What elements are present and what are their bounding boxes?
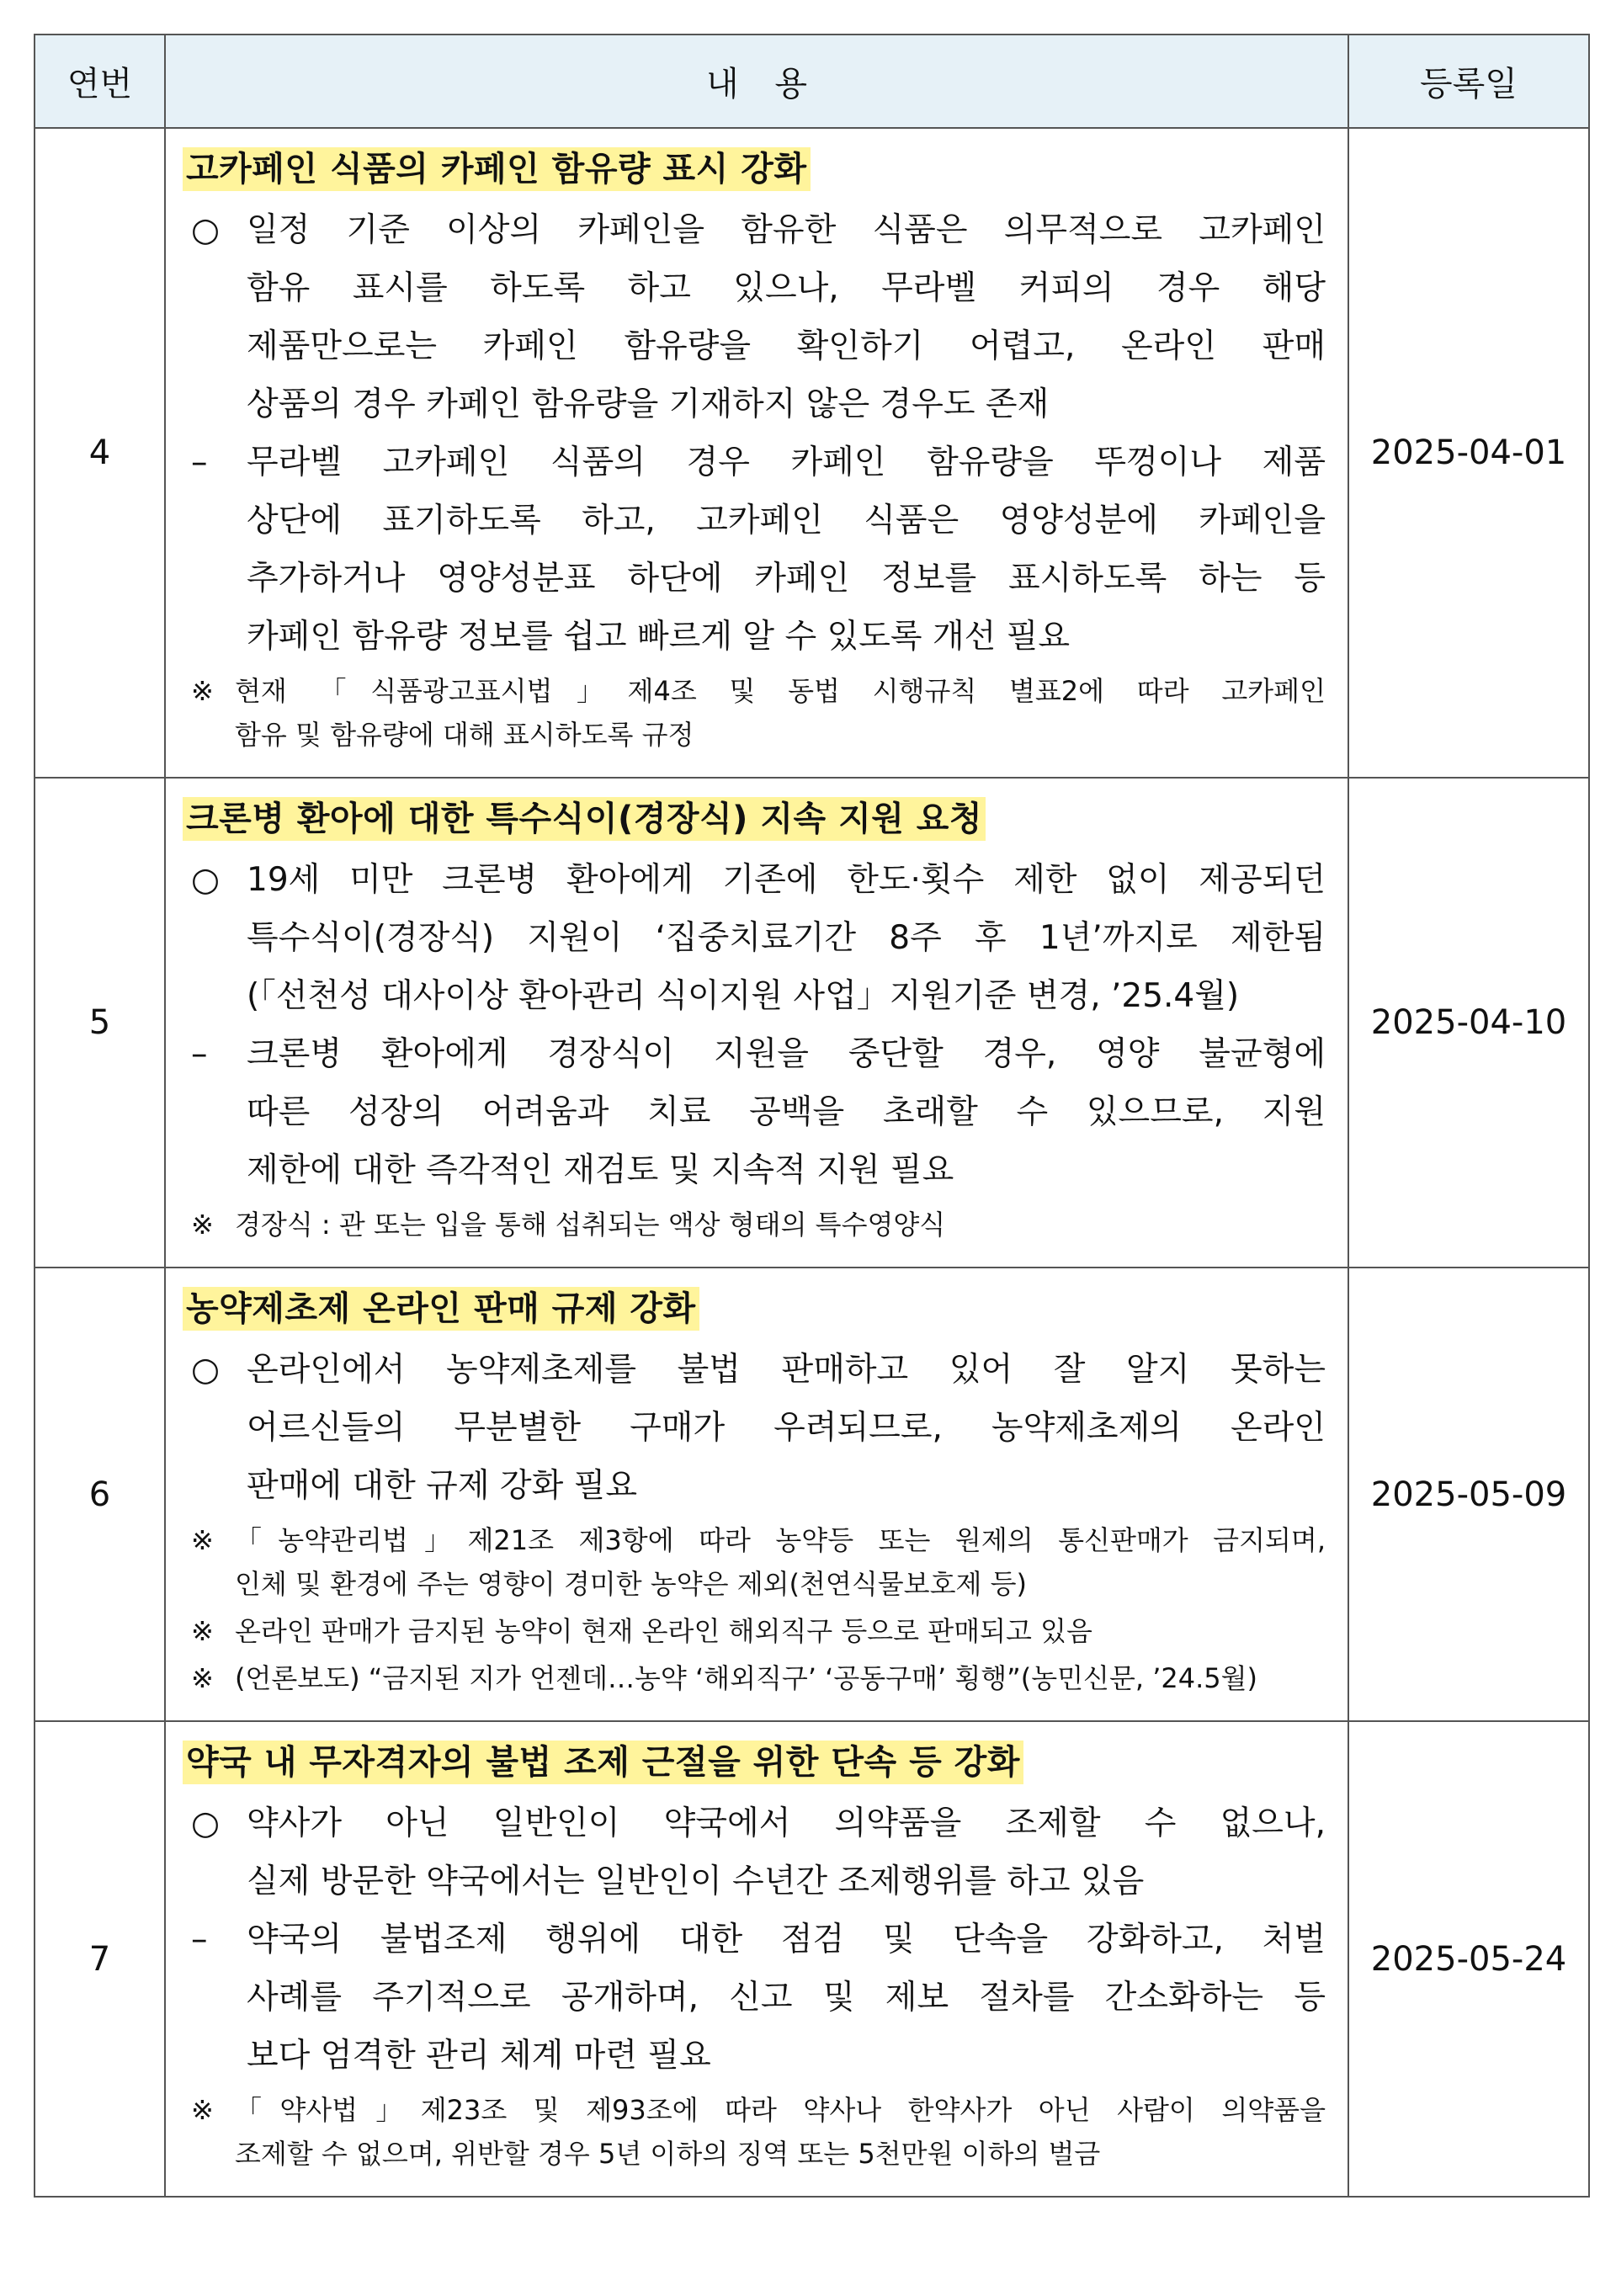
note-line: 함유 및 함유량에 대해 표시하도록 규정 bbox=[235, 719, 694, 751]
reference-mark-icon: ※ bbox=[191, 1662, 214, 1694]
note-line: (언론보도) “금지된 지가 언젠데…농약 ‘해외직구’ ‘공동구매’ 횡행”(농민신문, ’24.5월) bbox=[235, 1662, 1258, 1694]
note-item bbox=[183, 1203, 1326, 1246]
item-line: (「선천성 대사이상 환아관리 식이지원 사업」지원기준 변경, ’25.4월) bbox=[247, 977, 1240, 1015]
item-line: 무라벨 고카페인 식품의 경우 카페인 함유량을 뚜껑이나 제품 bbox=[247, 444, 1326, 481]
header-content bbox=[165, 35, 1348, 128]
note-line: 현재 「식품광고표시법」제4조 및 동법 시행규칙 별표2에 따라 고카페인 bbox=[235, 675, 1326, 707]
header-no: 연번 bbox=[35, 35, 165, 128]
table-row bbox=[35, 1268, 1589, 1721]
note-line: 「농약관리법」제21조 제3항에 따라 농약등 또는 원제의 통신판매가 금지되며, bbox=[235, 1524, 1326, 1556]
reference-mark-icon: ※ bbox=[191, 1524, 214, 1556]
item-line: 약국의 불법조제 행위에 대한 점검 및 단속을 강화하고, 처벌 bbox=[247, 1921, 1326, 1959]
item-line: 카페인 함유량 정보를 쉽고 빠르게 알 수 있도록 개선 필요 bbox=[247, 618, 1071, 656]
circle-item bbox=[183, 1794, 1326, 1911]
dash-item bbox=[183, 1025, 1326, 1199]
circle-item bbox=[183, 851, 1326, 1025]
note-item bbox=[183, 1609, 1326, 1653]
item-line: 19세 미만 크론병 환아에게 기존에 한도·횟수 제한 없이 제공되던 bbox=[247, 861, 1326, 899]
row-number: 7 bbox=[35, 1721, 165, 2197]
note-item bbox=[183, 1518, 1326, 1606]
registration-date: 2025-04-01 bbox=[1348, 128, 1589, 778]
reference-mark-icon: ※ bbox=[191, 675, 214, 707]
dash-bullet-icon: – bbox=[191, 1921, 208, 1959]
item-line: 실제 방문한 약국에서는 일반인이 수년간 조제행위를 하고 있음 bbox=[247, 1863, 1145, 1900]
row-title: 고카페인 식품의 카페인 함유량 표시 강화 bbox=[183, 147, 811, 191]
row-title: 농약제초제 온라인 판매 규제 강화 bbox=[183, 1287, 699, 1331]
table-row bbox=[35, 1721, 1589, 2197]
note-line: 조제할 수 없으며, 위반할 경우 5년 이하의 징역 또는 5천만원 이하의 벌금 bbox=[235, 2138, 1101, 2170]
circle-bullet-icon: ○ bbox=[191, 1804, 221, 1842]
item-line: 약사가 아닌 일반인이 약국에서 의약품을 조제할 수 없으나, bbox=[247, 1804, 1326, 1842]
row-title: 약국 내 무자격자의 불법 조제 근절을 위한 단속 등 강화 bbox=[183, 1741, 1023, 1784]
registration-date: 2025-04-10 bbox=[1348, 778, 1589, 1268]
item-line: 제품만으로는 카페인 함유량을 확인하기 어렵고, 온라인 판매 bbox=[247, 327, 1326, 365]
registration-date: 2025-05-24 bbox=[1348, 1721, 1589, 2197]
row-number: 4 bbox=[35, 128, 165, 778]
note-line: 인체 및 환경에 주는 영향이 경미한 농약은 제외(천연식물보호제 등) bbox=[235, 1568, 1027, 1600]
item-line: 제한에 대한 즉각적인 재검토 및 지속적 지원 필요 bbox=[247, 1151, 954, 1189]
table-row bbox=[35, 128, 1589, 778]
dash-item bbox=[183, 433, 1326, 666]
reference-mark-icon: ※ bbox=[191, 1615, 214, 1647]
row-number: 6 bbox=[35, 1268, 165, 1721]
item-line: 상품의 경우 카페인 함유량을 기재하지 않은 경우도 존재 bbox=[247, 385, 1050, 423]
item-line: 사례를 주기적으로 공개하며, 신고 및 제보 절차를 간소화하는 등 bbox=[247, 1979, 1326, 2017]
row-title: 크론병 환아에 대한 특수식이(경장식) 지속 지원 요청 bbox=[183, 797, 986, 841]
header-content-label: 내 용 bbox=[706, 65, 807, 104]
table-row bbox=[35, 778, 1589, 1268]
registration-date: 2025-05-09 bbox=[1348, 1268, 1589, 1721]
item-line: 판매에 대한 규제 강화 필요 bbox=[247, 1467, 638, 1505]
note-item bbox=[183, 1656, 1326, 1700]
item-line: 특수식이(경장식) 지원이 ‘집중치료기간 8주 후 1년’까지로 제한됨 bbox=[247, 919, 1326, 957]
note-item bbox=[183, 2088, 1326, 2176]
row-content bbox=[165, 1268, 1348, 1721]
item-line: 상단에 표기하도록 하고, 고카페인 식품은 영양성분에 카페인을 bbox=[247, 502, 1326, 539]
row-content bbox=[165, 128, 1348, 778]
circle-item bbox=[183, 1341, 1326, 1515]
circle-item bbox=[183, 201, 1326, 433]
item-line: 따른 성장의 어려움과 치료 공백을 초래할 수 있으므로, 지원 bbox=[247, 1093, 1326, 1131]
note-line: 온라인 판매가 금지된 농약이 현재 온라인 해외직구 등으로 판매되고 있음 bbox=[235, 1615, 1092, 1647]
item-line: 일정 기준 이상의 카페인을 함유한 식품은 의무적으로 고카페인 bbox=[247, 211, 1326, 249]
dash-item bbox=[183, 1911, 1326, 2085]
row-content bbox=[165, 778, 1348, 1268]
note-line: 경장식 : 관 또는 입을 통해 섭취되는 액상 형태의 특수영양식 bbox=[235, 1209, 946, 1241]
row-number: 5 bbox=[35, 778, 165, 1268]
dash-bullet-icon: – bbox=[191, 444, 208, 481]
circle-bullet-icon: ○ bbox=[191, 861, 221, 899]
circle-bullet-icon: ○ bbox=[191, 211, 221, 249]
row-content bbox=[165, 1721, 1348, 2197]
table-header-row bbox=[35, 35, 1589, 128]
item-line: 어르신들의 무분별한 구매가 우려되므로, 농약제초제의 온라인 bbox=[247, 1409, 1326, 1447]
header-date: 등록일 bbox=[1348, 35, 1589, 128]
dash-bullet-icon: – bbox=[191, 1035, 208, 1073]
reference-mark-icon: ※ bbox=[191, 2094, 214, 2126]
note-item bbox=[183, 669, 1326, 757]
item-line: 크론병 환아에게 경장식이 지원을 중단할 경우, 영양 불균형에 bbox=[247, 1035, 1326, 1073]
note-line: 「약사법」제23조 및 제93조에 따라 약사나 한약사가 아닌 사람이 의약품을 bbox=[235, 2094, 1326, 2126]
item-line: 추가하거나 영양성분표 하단에 카페인 정보를 표시하도록 하는 등 bbox=[247, 560, 1326, 598]
petition-table bbox=[34, 34, 1590, 2198]
item-line: 보다 엄격한 관리 체계 마련 필요 bbox=[247, 2037, 711, 2075]
item-line: 함유 표시를 하도록 하고 있으나, 무라벨 커피의 경우 해당 bbox=[247, 269, 1326, 307]
item-line: 온라인에서 농약제초제를 불법 판매하고 있어 잘 알지 못하는 bbox=[247, 1351, 1326, 1389]
circle-bullet-icon: ○ bbox=[191, 1351, 221, 1389]
reference-mark-icon: ※ bbox=[191, 1209, 214, 1241]
